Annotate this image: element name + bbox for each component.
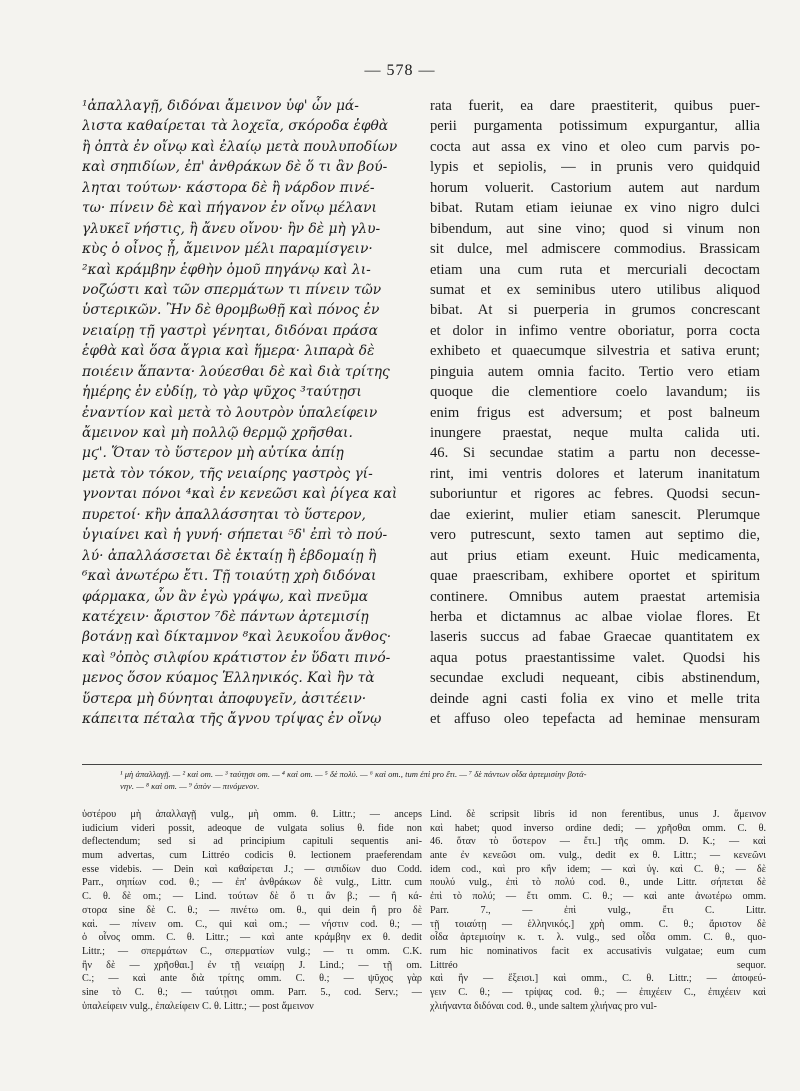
latin-text-line: suboriuntur et rigores ac febres. Quodsi secun- (430, 486, 760, 503)
greek-text-line: ποιέειν ἅπαντα· λούεσθαι δὲ καὶ διὰ τρίτης (82, 363, 390, 380)
greek-text-line: κατέχειν· ἄριστον ⁷δὲ πάντων ἀρτεμισίῃ (82, 608, 369, 625)
apparatus-line: 46. ὅταν τὸ ὕστερον — ἔτι.] τῆς omm. D. K.; — καὶ (430, 836, 766, 848)
apparatus-line: οἶδα ἀρτεμισίην κ. τ. λ. vulg., sed οἶδα omm. C. θ., quo- (430, 932, 766, 944)
latin-text-line: bibendum, aut sine vino; quod si vinum non (430, 220, 760, 237)
greek-text-line: μετὰ τὸν τόκον, τῆς νειαίρης γαστρὸς γί- (82, 465, 373, 482)
apparatus-line: Lind. δὲ scripsit libris id non ferentibus, unus J. ἄμεινον (430, 809, 766, 820)
latin-text-line: horum voluerit. Castorium autem aut nardum (430, 179, 760, 196)
apparatus-line: καὶ. — πίνειν om. C., qui καὶ om.; — νήστιν cod. θ.; — (82, 918, 422, 930)
apparatus-line: τῇ τοιαύτῃ — ἑλληνικός.] χρὴ omm. C. θ.; ἄριστον δὲ (430, 918, 766, 930)
greek-text-line: γνονται πόνοι ⁴καὶ ἐν κενεῶσι καὶ ῥίγεα καὶ (82, 486, 398, 503)
latin-text-line: 46. Si secundae statim a partu non decesse- (430, 445, 760, 462)
greek-text-line: ὕστερα μὴ δύνηται ἀποφυγεῖν, ἀσιτέειν· (82, 690, 367, 707)
apparatus-line: iudicium videri possit, adeoque de vulgata solius θ. fide non (82, 822, 422, 834)
greek-text-line: γλυκεῖ νήστις, ἢ ἄνευ οἴνου· ἢν δὲ μὴ γλυ- (82, 220, 381, 237)
latin-text-line: rata fuerit, ea dare praestiterit, quibus puer- (430, 98, 760, 114)
latin-text-line: continere. Omnibus autem praestat artemisia (430, 588, 760, 605)
latin-text-line: aut prius etiam exeunt. Huic medicamenta, (430, 547, 760, 564)
latin-text-line: vero putrescunt, sexto tamen aut septimo die, (430, 527, 760, 544)
latin-text-line: et dolor in infimo ventre oboriatur, porra cocta (430, 322, 760, 339)
apparatus-line: ante ἐν κενεῶσι om. vulg., dedit ex θ. Littr.; — κενεῶνι (430, 850, 766, 862)
greek-text-line: ⁶καὶ ἀνωτέρω ἔτι. Τῇ τοιαύτῃ χρὴ διδόναι (82, 568, 377, 585)
latin-text-line: pinguia autem omnia facito. Tertio vero etiam (430, 363, 760, 380)
latin-text-line: quoque die clementiore coelo lavandum; iis (430, 384, 760, 401)
latin-text-line: aqua potus praestantissime valet. Quodsi his (430, 649, 760, 666)
apparatus-line: στορα sine δὲ C. θ.; — πινέτω om. θ., qui dein ἢ pro δὲ (82, 904, 422, 916)
greek-text-line: ἑφθὰ καὶ ὅσα ἄγρια καὶ ἥμερα· λιπαρὰ δὲ (82, 343, 375, 360)
apparatus-line: γειν C. θ.; — τρίψας cod. θ.; — ἐπιχέειν C., ἐπιχέειν καὶ (430, 986, 766, 998)
apparatus-line: esse videbis. — Dein καὶ καθαίρεται J.; — σιπιδίων duo Codd. (82, 863, 422, 875)
apparatus-line: ἐπὶ τὸ πολύ; — ἔτι omm. C. θ.; — καὶ ante ἀνωτέρω omm. (430, 891, 766, 903)
greek-note-line: νην. — ⁸ καὶ om. — ⁹ ὀπὸν — πινόμενον. (120, 781, 260, 791)
greek-text-line: τω· πίνειν δὲ καὶ πήγανον ἐν οἴνῳ μέλανι (82, 200, 377, 217)
page-number: — 578 — (364, 62, 436, 79)
apparatus-line: καὶ habet; quod inverso ordine dedi; — χρῆσθαι omm. C. θ. (430, 822, 766, 834)
greek-text-line: φάρμακα, ὧν ἂν ἐγὼ γράψω, καὶ πνεῦμα (82, 588, 369, 605)
latin-text-line: perii purgamenta potissimum expurgantur, allia (430, 118, 760, 135)
greek-text-line: ²καὶ κράμβην ἑφθὴν ὁμοῦ πηγάνῳ καὶ λι- (82, 261, 371, 278)
latin-text-line: inungere praestat, neque multa calida uti. (430, 425, 760, 441)
apparatus-line: rum hic nominativos facit ex accusativis vulgatae; eum cum (430, 945, 766, 957)
greek-text-line: ἄμεινον καὶ μὴ πολλῷ θερμῷ χρῆσθαι. (82, 425, 353, 441)
latin-text-line: bibat. At si puerperia in grumos concrescant (430, 302, 760, 319)
latin-text-line: lypis et sepiolis, — in prunis vero quidquid (430, 159, 760, 176)
latin-text-line: herba et dictamnus ac albae violae flores. Et (430, 608, 760, 625)
apparatus-line: sine τὸ C. θ.; — ταύτῃσι omm. Parr. 5., cod. Serv.; — (82, 986, 422, 998)
greek-text-line: κὺς ὁ οἶνος ᾖ, ἄμεινον μέλι παραμίσγειν· (82, 241, 373, 258)
apparatus-line: deflectendum; sed si ad principium capituli sequentis ani- (82, 836, 422, 848)
greek-text-line: βοτάνῃ καὶ δίκταμνον ⁸καὶ λευκοΐου ἄνθος· (82, 629, 392, 646)
greek-text-line: λύ· ἀπαλλάσσεται δὲ ἑκταίῃ ἢ ἑβδομαίῃ ἢ (82, 547, 377, 564)
apparatus-line: πουλύ vulg., ἐπὶ τὸ πολύ cod. θ., unde Littr. σήπεται δὲ (430, 877, 766, 889)
greek-text-line: ἢ ὀπτὰ ἐν οἴνῳ καὶ ἐλαίῳ μετὰ πουλυποδίων (82, 138, 398, 155)
latin-text-line: et affuso oleo tepefacta ad heminae mensuram (430, 711, 760, 728)
apparatus-line: ὑπαλείφειν vulg., ἐπαλείφειν C. θ. Littr.; — post ἄμεινον (82, 1000, 314, 1012)
apparatus-line: Littréo sequor. (430, 959, 766, 971)
greek-text-line: ληται τούτων· κάστορα δὲ ἢ νάρδον πινέ- (82, 179, 375, 196)
greek-text-line: ἐναντίον καὶ μετὰ τὸ λουτρὸν ὑπαλείφειν (82, 404, 378, 421)
apparatus-line: C. θ. δὲ om.; — Lind. τούτων δὲ ὅ τι ἂν β.; — ἢ κά- (82, 891, 422, 903)
latin-text-line: deinde agni casti folia ex vino et melle trita (430, 690, 760, 707)
apparatus-line: ἢν δὲ — χρῆσθαι.] ἐν τῇ νειαίρῃ J. Lind.; — τῇ om. (82, 959, 422, 971)
apparatus-line: καὶ ἢν — ἕξεισι.] καὶ omm., C. θ. Littr.; — ἀποφεύ- (430, 973, 766, 985)
latin-text-line: laseris succus ad fabae Graecae quantitatem ex (430, 629, 760, 646)
greek-text-line: ὑστερικῶν. Ἢν δὲ θρομβωθῇ καὶ πόνος ἐν (82, 302, 380, 319)
latin-text-line: dae exierint, mulier etiam sanescit. Plerumque (430, 506, 760, 523)
critical-apparatus-left (82, 808, 422, 1013)
greek-text-line: νοζώστι καὶ τῶν σπερμάτων τι πίνειν τῶν (82, 281, 382, 298)
apparatus-line: Littr.; — σπερμάτων C., σπερματίων vulg.; — τι omm. C.K. (82, 945, 422, 957)
apparatus-line: χλιήναντα διδόναι cod. θ., unde saltem χλιήνας pro vul- (430, 1000, 657, 1012)
latin-text-line: secundae excludi nequeant, cibis abstinendum, (430, 670, 760, 687)
greek-text-line: κάπειτα πέταλα τῆς ἄγνου τρίψας ἐν οἴνῳ (82, 711, 382, 728)
greek-text-line: νειαίρῃ τῇ γαστρὶ γένηται, διδόναι πράσα (82, 322, 378, 339)
latin-text-line: quae praescribam, exhibere oportet et spiritum (430, 568, 760, 585)
latin-text-column (430, 96, 760, 730)
greek-text-line: πυρετοί· κἢν ἀπαλλάσσηται τὸ ὕστερον, (82, 506, 366, 523)
greek-text-line: μενος ὅσον κύαμος Ἑλληνικός. Καὶ ἢν τὰ (82, 670, 375, 687)
greek-note-line: ¹ μὴ ἀπαλλαγῇ. — ² καὶ om. — ³ ταύτῃσι om. — ⁴ καὶ om. — ⁵ δὲ πολύ. — ⁶ καὶ om., tum ἐπὶ pro ἔτι. — ⁷ δὲ πάντων οἶδα ἀρτεμισίην βοτά- (120, 769, 587, 779)
greek-text-line: καὶ ⁹ὀπὸς σιλφίου κράτιστον ἐν ὕδατι πινό- (82, 649, 391, 666)
apparatus-line: ὁ οἶνος omm. C. θ. Littr.; — καὶ ante κράμβην ex θ. dedit (82, 932, 422, 944)
latin-text-line: bibat. Rutam etiam ieiunae ex vino nigro dulci (430, 200, 760, 217)
latin-text-line: sumat et ex seminibus utero utilibus aliquod (430, 281, 760, 298)
greek-text-column (82, 96, 422, 730)
latin-text-line: rint, imi ventris dolores et laterum inanitatum (430, 465, 760, 482)
greek-variant-notes (120, 768, 780, 792)
latin-text-line: etiam una cum ruta et mercuriali decoctam (430, 261, 760, 278)
critical-apparatus-right (430, 808, 766, 1013)
greek-text-line: ὑγιαίνει καὶ ἡ γυνή· σήπεται ⁵δ' ἐπὶ τὸ πού- (82, 527, 388, 544)
latin-text-line: cocta aut assa ex vino et oleo cum parvis po- (430, 138, 760, 155)
apparatus-line: ὑστέρου μὴ ἀπαλλαγῇ vulg., μὴ omm. θ. Littr.; — anceps (82, 809, 422, 820)
latin-text-line: exhibeto et quaecumque silvestria et sativa erunt; (430, 343, 760, 360)
apparatus-line: C.; — καὶ ante διὰ τρίτης omm. C. θ.; — ψῦχος γὰρ (82, 973, 422, 985)
apparatus-line: idem cod., καὶ pro κἢν idem; — καὶ ὑγ. καὶ C. θ.; — δὲ (430, 863, 766, 875)
greek-text-line: μϛ'. Ὅταν τὸ ὕστερον μὴ αὐτίκα ἀπίῃ (82, 445, 344, 462)
greek-text-line: ἡμέρης ἐν εὐδίῃ, τὸ γὰρ ψῦχος ³ταύτῃσι (82, 384, 362, 401)
latin-text-line: sit dulce, mel admiscere commodius. Brassicam (430, 241, 760, 258)
footnote-separator (82, 764, 762, 765)
apparatus-line: Parr. 7., — ἐπὶ vulg., ἔτι C. Littr. (430, 904, 766, 916)
apparatus-line: mum advertas, cum Littréo codicis θ. lectionem praeferendam (82, 850, 422, 862)
greek-text-line: λιστα καθαίρεται τὰ λοχεῖα, σκόροδα ἑφθὰ (82, 118, 389, 135)
latin-text-line: enim frigus est adversum; et post balneum (430, 404, 760, 421)
greek-text-line: καὶ σηπιδίων, ἐπ' ἀνθράκων δὲ ὅ τι ἂν βού- (82, 159, 388, 176)
apparatus-line: Parr., σηπίων cod. θ.; — ἐπ' ἀνθράκων δὲ vulg., Littr. cum (82, 877, 422, 889)
greek-text-line: ¹ἀπαλλαγῇ, διδόναι ἄμεινον ὑφ' ὧν μά- (82, 98, 359, 114)
